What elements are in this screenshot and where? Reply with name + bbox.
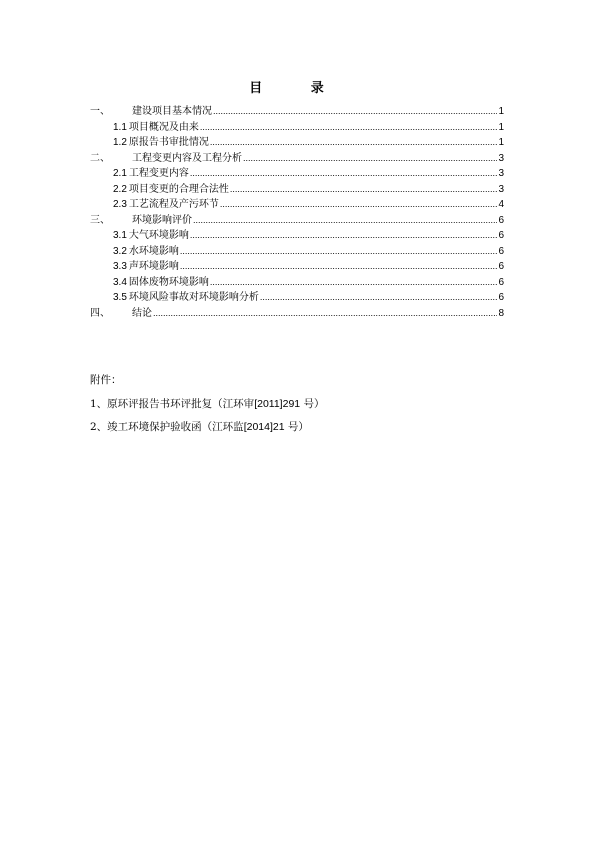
toc-entry[interactable]: [90, 197, 504, 213]
attachment-text: 1、原环评报告书环评批复（江环审: [90, 398, 255, 410]
toc-number: 2.1: [113, 168, 127, 179]
toc-page-number: 6: [498, 245, 504, 257]
toc-leader: [190, 228, 498, 244]
toc-label: 原报告书审批情况: [128, 137, 209, 148]
toc-label: 结论: [132, 307, 152, 319]
attachment-item: [90, 419, 309, 434]
toc-page-number: 1: [498, 137, 504, 148]
toc-entry[interactable]: [90, 259, 504, 275]
toc-leader: [210, 275, 498, 291]
toc-page-number: 6: [498, 214, 504, 226]
attachment-item: [90, 396, 324, 411]
toc-leader: [213, 104, 497, 120]
toc-leader: [180, 259, 498, 275]
toc-page-number: 3: [498, 183, 504, 195]
toc-label: 水环境影响: [128, 245, 179, 257]
toc-entry[interactable]: [90, 290, 504, 306]
attachment-ref: [2014]21: [243, 421, 285, 433]
toc-leader: [230, 182, 498, 198]
toc-leader: [153, 306, 497, 322]
toc-entry[interactable]: [90, 135, 504, 151]
toc-label: 工程变更内容及工程分析: [132, 152, 242, 164]
toc-leader: [210, 135, 498, 151]
attachment-suffix: 号）: [284, 421, 309, 433]
toc-label: 声环境影响: [128, 261, 179, 272]
toc-entry[interactable]: [90, 228, 504, 244]
toc-number: 3.2: [113, 245, 127, 257]
toc-page-number: 3: [498, 152, 504, 164]
toc-page-number: 3: [498, 168, 504, 179]
attachment-ref: [2011]291: [254, 398, 301, 410]
toc-number: 三、: [90, 214, 110, 226]
toc-leader: [180, 244, 498, 260]
toc-entry[interactable]: [90, 104, 504, 120]
toc-number: 1.1: [113, 121, 127, 133]
toc-number: 四、: [90, 307, 110, 319]
toc-entry[interactable]: [90, 182, 504, 198]
toc-page-number: 6: [498, 261, 504, 272]
toc-label: 工程变更内容: [128, 168, 189, 179]
toc-label: 项目概况及由来: [128, 121, 199, 133]
toc-number: 二、: [90, 152, 110, 164]
toc-label: 建设项目基本情况: [132, 106, 212, 117]
toc-page-number: 1: [498, 106, 504, 117]
toc-number: 2.3: [113, 199, 127, 210]
toc-entry[interactable]: [90, 244, 504, 260]
toc-entry[interactable]: [90, 120, 504, 136]
toc-leader: [190, 166, 498, 182]
toc-page-number: 6: [498, 276, 504, 288]
toc-label: 环境影响评价: [132, 214, 192, 226]
toc-entry[interactable]: [90, 275, 504, 291]
attachment-text: 2、竣工环境保护验收函（江环监: [90, 421, 244, 433]
toc-leader: [193, 213, 497, 229]
toc-number: 2.2: [113, 183, 127, 195]
toc-number: 一、: [90, 106, 110, 117]
toc-leader: [243, 151, 497, 167]
toc-entry[interactable]: [90, 151, 504, 167]
toc-number: 3.4: [113, 276, 127, 288]
toc-number: 3.1: [113, 230, 127, 241]
toc-entry[interactable]: [90, 213, 504, 229]
toc-page-number: 4: [498, 199, 504, 210]
toc-number: 1.2: [113, 137, 127, 148]
toc-label: 大气环境影响: [128, 230, 189, 241]
toc-number: 3.5: [113, 292, 127, 303]
toc-number: 3.3: [113, 261, 127, 272]
toc-entry[interactable]: [90, 166, 504, 182]
attachments-heading: 附件：: [90, 374, 122, 386]
toc-label: 固体废物环境影响: [128, 276, 209, 288]
table-of-contents: [90, 104, 504, 321]
toc-entry[interactable]: [90, 306, 504, 322]
toc-page-number: 1: [498, 121, 504, 133]
toc-label: 工艺流程及产污环节: [128, 199, 219, 210]
toc-label: 环境风险事故对环境影响分析: [128, 292, 259, 303]
toc-label: 项目变更的合理合法性: [128, 183, 229, 195]
toc-leader: [220, 197, 498, 213]
toc-leader: [260, 290, 498, 306]
toc-page-number: 6: [498, 230, 504, 241]
toc-page-number: 8: [498, 307, 504, 319]
toc-page-number: 6: [498, 292, 504, 303]
attachment-suffix: 号）: [300, 398, 325, 410]
toc-leader: [200, 120, 498, 136]
toc-title: 目 录: [249, 81, 346, 96]
